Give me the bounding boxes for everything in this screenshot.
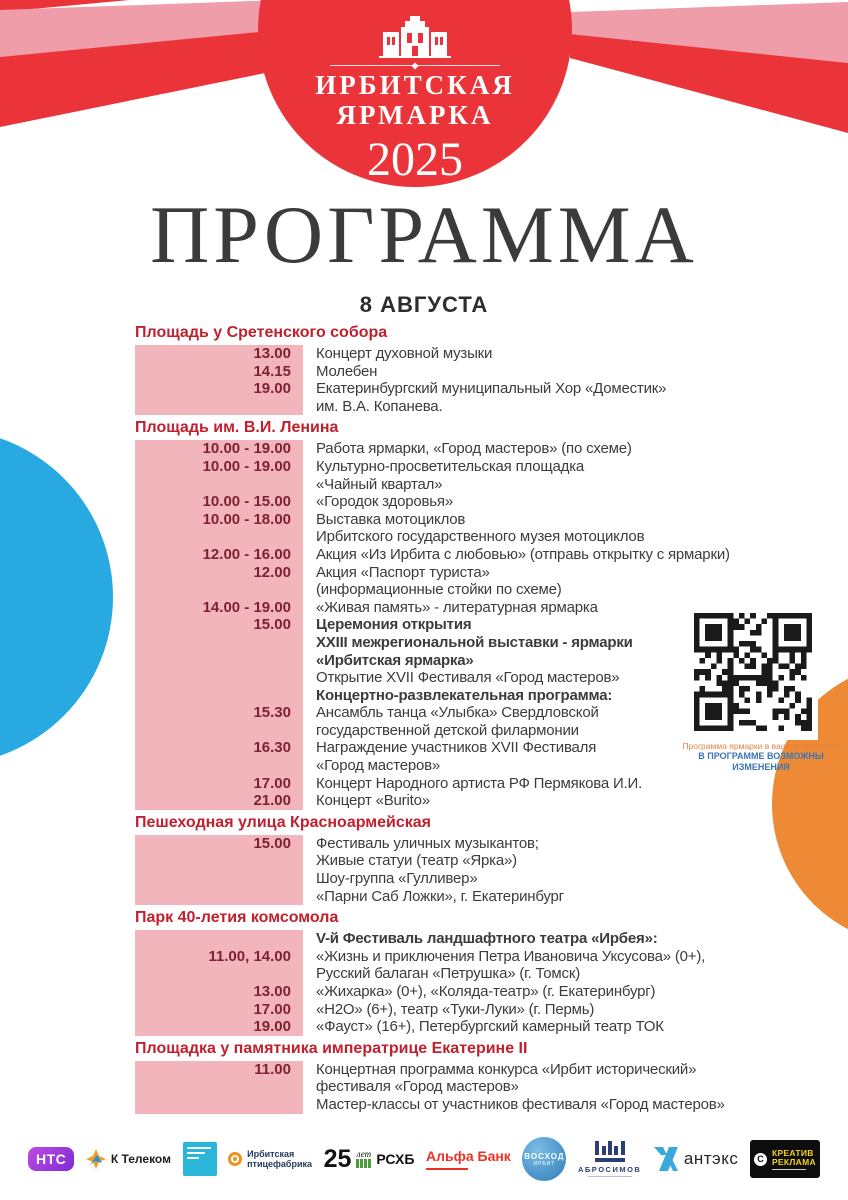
sponsor-logos-row — [0, 1126, 848, 1192]
event-text: Концертная программа конкурса «Ирбит исторический» — [316, 1060, 697, 1078]
event-text: Шоу-группа «Гулливер» — [316, 870, 478, 888]
event-time — [135, 581, 303, 599]
event-text: Мастер-классы от участников фестиваля «Город мастеров» — [316, 1095, 725, 1113]
anteks-x-icon — [653, 1147, 679, 1171]
event-text: Ансамбль танца «Улыбка» Свердловской — [316, 704, 599, 722]
alfa-underline — [426, 1168, 468, 1170]
event-text: Екатеринбургский муниципальный Хор «Доместик» — [316, 380, 667, 398]
logo-nts — [28, 1147, 74, 1171]
event-text: Акция «Из Ирбита с любовью» (отправь открытку с ярмарки) — [316, 545, 730, 563]
event-text: Открытие XVII Фестиваля «Город мастеров» — [316, 669, 620, 687]
event-time: 14.00 - 19.00 — [135, 599, 303, 617]
k-telecom-star-icon — [86, 1149, 106, 1169]
logo-anteks — [653, 1147, 738, 1171]
event-text: Концерт духовной музыки — [316, 345, 493, 362]
event-text: Церемония открытия — [316, 616, 472, 634]
event-time: 19.00 — [135, 1018, 303, 1036]
fair-name-line2: ЯРМАРКА — [336, 100, 494, 130]
event-time: 15.00 — [135, 835, 303, 853]
poultry-line2: птицефабрика — [247, 1159, 313, 1169]
event-text: «Жихарка» (0+), «Коляда-театр» (г. Екатеринбург) — [316, 983, 656, 1000]
qr-code — [694, 613, 812, 731]
event-text: Фестиваль уличных музыкантов; — [316, 834, 539, 852]
nts-badge: НТС — [28, 1147, 74, 1171]
event-time — [135, 1096, 303, 1114]
logo-blue-square — [183, 1142, 217, 1176]
logo-abrosimov — [578, 1141, 641, 1178]
event-text: Живые статуи (театр «Ярка») — [316, 852, 517, 870]
event-text: «Городок здоровья» — [316, 493, 453, 511]
event-time: 10.00 - 18.00 — [135, 511, 303, 529]
qr-caption-changes: В ПРОГРАММЕ ВОЗМОЖНЫ ИЗМЕНЕНИЯ — [698, 751, 824, 772]
logo-k-telecom — [86, 1149, 171, 1169]
logo-rshb — [324, 1147, 415, 1171]
event-time: 14.15 — [135, 363, 303, 381]
event-time: 10.00 - 15.00 — [135, 493, 303, 511]
event-text: «Живая память» - литературная ярмарка — [316, 598, 598, 616]
event-text: Награждение участников XVII Фестиваля — [316, 739, 597, 757]
abrosimov-label: АБРОСИМОВ — [577, 1164, 642, 1174]
event-text: Культурно-просветительская площадка — [316, 457, 585, 475]
logo-voskhod — [522, 1137, 566, 1181]
event-text: «Фауст» (16+), Петербургский камерный театр ТОК — [316, 1018, 664, 1036]
logo-ornament-divider — [330, 65, 500, 66]
event-text: им. В.А. Копанева. — [316, 397, 443, 415]
event-text: «Жизнь и приключения Петра Ивановича Уксусова» (0+), — [316, 947, 706, 965]
kreativ-line1: КРЕАТИВ — [771, 1147, 814, 1158]
event-text: фестиваля «Город мастеров» — [316, 1078, 519, 1096]
event-text: «Н2О» (6+), театр «Туки-Луки» (г. Пермь) — [316, 1000, 595, 1018]
anteks-label: антэкс — [683, 1149, 739, 1168]
event-text: Ирбитского государственного музея мотоциклов — [316, 528, 645, 546]
section-heading: Парк 40-летия комсомола — [135, 909, 339, 927]
section-grid — [135, 440, 755, 809]
page-title: ПРОГРАММА — [150, 189, 698, 280]
fair-building-icon — [379, 16, 451, 58]
event-text: «Ирбитская ярмарка» — [316, 651, 474, 669]
event-time: 10.00 - 19.00 — [135, 458, 303, 476]
event-text: Выставка мотоциклов — [316, 510, 466, 528]
poultry-icon — [228, 1152, 242, 1166]
rshb-bars-icon — [356, 1159, 371, 1168]
event-text: Работа ярмарки, «Город мастеров» (по схеме) — [316, 440, 632, 458]
event-text: (информационные стойки по схеме) — [316, 581, 562, 599]
event-time: 17.00 — [135, 1001, 303, 1019]
abrosimov-tagline-bar — [588, 1176, 632, 1178]
event-text: «Город мастеров» — [316, 757, 441, 775]
poultry-line1: Ирбитская — [247, 1149, 295, 1159]
section-heading: Пешеходная улица Красноармейская — [135, 813, 431, 831]
event-time — [135, 634, 303, 652]
section-grid — [135, 345, 755, 415]
event-time: 12.00 — [135, 564, 303, 582]
event-time: 11.00 — [135, 1061, 303, 1079]
event-time — [135, 888, 303, 906]
event-time: 13.00 — [135, 983, 303, 1001]
abrosimov-bars-icon — [593, 1141, 627, 1163]
event-time — [135, 870, 303, 888]
event-time: 10.00 - 19.00 — [135, 440, 303, 458]
event-time — [135, 669, 303, 687]
fair-year: 2025 — [367, 133, 463, 186]
event-time — [135, 398, 303, 416]
event-time: 15.30 — [135, 704, 303, 722]
event-time — [135, 930, 303, 948]
section-grid — [135, 1061, 755, 1114]
logo-irbit-poultry — [228, 1149, 312, 1169]
event-time — [135, 722, 303, 740]
section-grid — [135, 930, 755, 1036]
fair-logo — [258, 0, 572, 185]
event-time — [135, 652, 303, 670]
event-time: 13.00 — [135, 345, 303, 363]
event-text: Акция «Паспорт туриста» — [316, 563, 490, 581]
event-text: Концерт Народного артиста РФ Пермякова И.И. — [316, 774, 643, 792]
section-heading: Площадь у Сретенского собора — [135, 324, 388, 341]
fair-name-line1: ИРБИТСКАЯ — [315, 70, 515, 100]
kreativ-tagline-bar — [772, 1169, 806, 1170]
event-time — [135, 528, 303, 546]
program-date: 8 АВГУСТА — [359, 292, 489, 317]
rshb-let: лет — [356, 1149, 372, 1159]
alfa-bank-label: Альфа Банк — [425, 1148, 511, 1164]
event-time — [135, 757, 303, 775]
schedule — [135, 320, 755, 1114]
kreativ-c-icon: C — [754, 1153, 767, 1166]
logo-kreativ-reklama — [750, 1140, 820, 1178]
event-time — [135, 1078, 303, 1096]
event-text: Концертно-развлекательная программа: — [316, 686, 613, 704]
section-grid — [135, 835, 755, 905]
event-time — [135, 965, 303, 983]
event-time — [135, 852, 303, 870]
event-text: Русский балаган «Петрушка» (г. Томск) — [316, 965, 581, 983]
event-time: 21.00 — [135, 792, 303, 810]
k-telecom-label: К Телеком — [110, 1152, 171, 1166]
section-heading: Площадка у памятника императрице Екатерине II — [135, 1039, 528, 1057]
event-time: 17.00 — [135, 775, 303, 793]
voskhod-label: ВОСХОД — [524, 1151, 565, 1161]
event-time — [135, 687, 303, 705]
qr-panel — [688, 604, 818, 740]
event-time: 12.00 - 16.00 — [135, 546, 303, 564]
event-text: Концерт «Burito» — [316, 792, 430, 810]
event-text: Молебен — [316, 362, 378, 380]
kreativ-line2: РЕКЛАМА — [771, 1156, 816, 1167]
qr-caption-phone: Программа ярмарки в вашем телефоне — [682, 741, 840, 751]
event-time: 16.30 — [135, 739, 303, 757]
event-text: XXIII межрегиональной выставки - ярмарки — [316, 633, 633, 651]
event-text: «Чайный квартал» — [316, 475, 443, 493]
section-heading: Площадь им. В.И. Ленина — [135, 419, 339, 437]
decorative-blue-circle — [0, 429, 113, 765]
event-text: «Парни Саб Ложки», г. Екатеринбург — [316, 887, 564, 905]
event-time: 15.00 — [135, 616, 303, 634]
rshb-25: 25 — [323, 1145, 352, 1173]
event-time: 19.00 — [135, 380, 303, 398]
event-time — [135, 476, 303, 494]
event-text: государственной детской филармонии — [316, 721, 579, 739]
rshb-label: РСХБ — [376, 1151, 415, 1167]
voskhod-sub: ИРБИТ — [533, 1160, 556, 1167]
event-text: V-й Фестиваль ландшафтного театра «Ирбея»: — [316, 930, 658, 948]
event-time: 11.00, 14.00 — [135, 948, 303, 966]
qr-captions — [674, 741, 848, 773]
logo-alfa-bank — [426, 1148, 511, 1170]
